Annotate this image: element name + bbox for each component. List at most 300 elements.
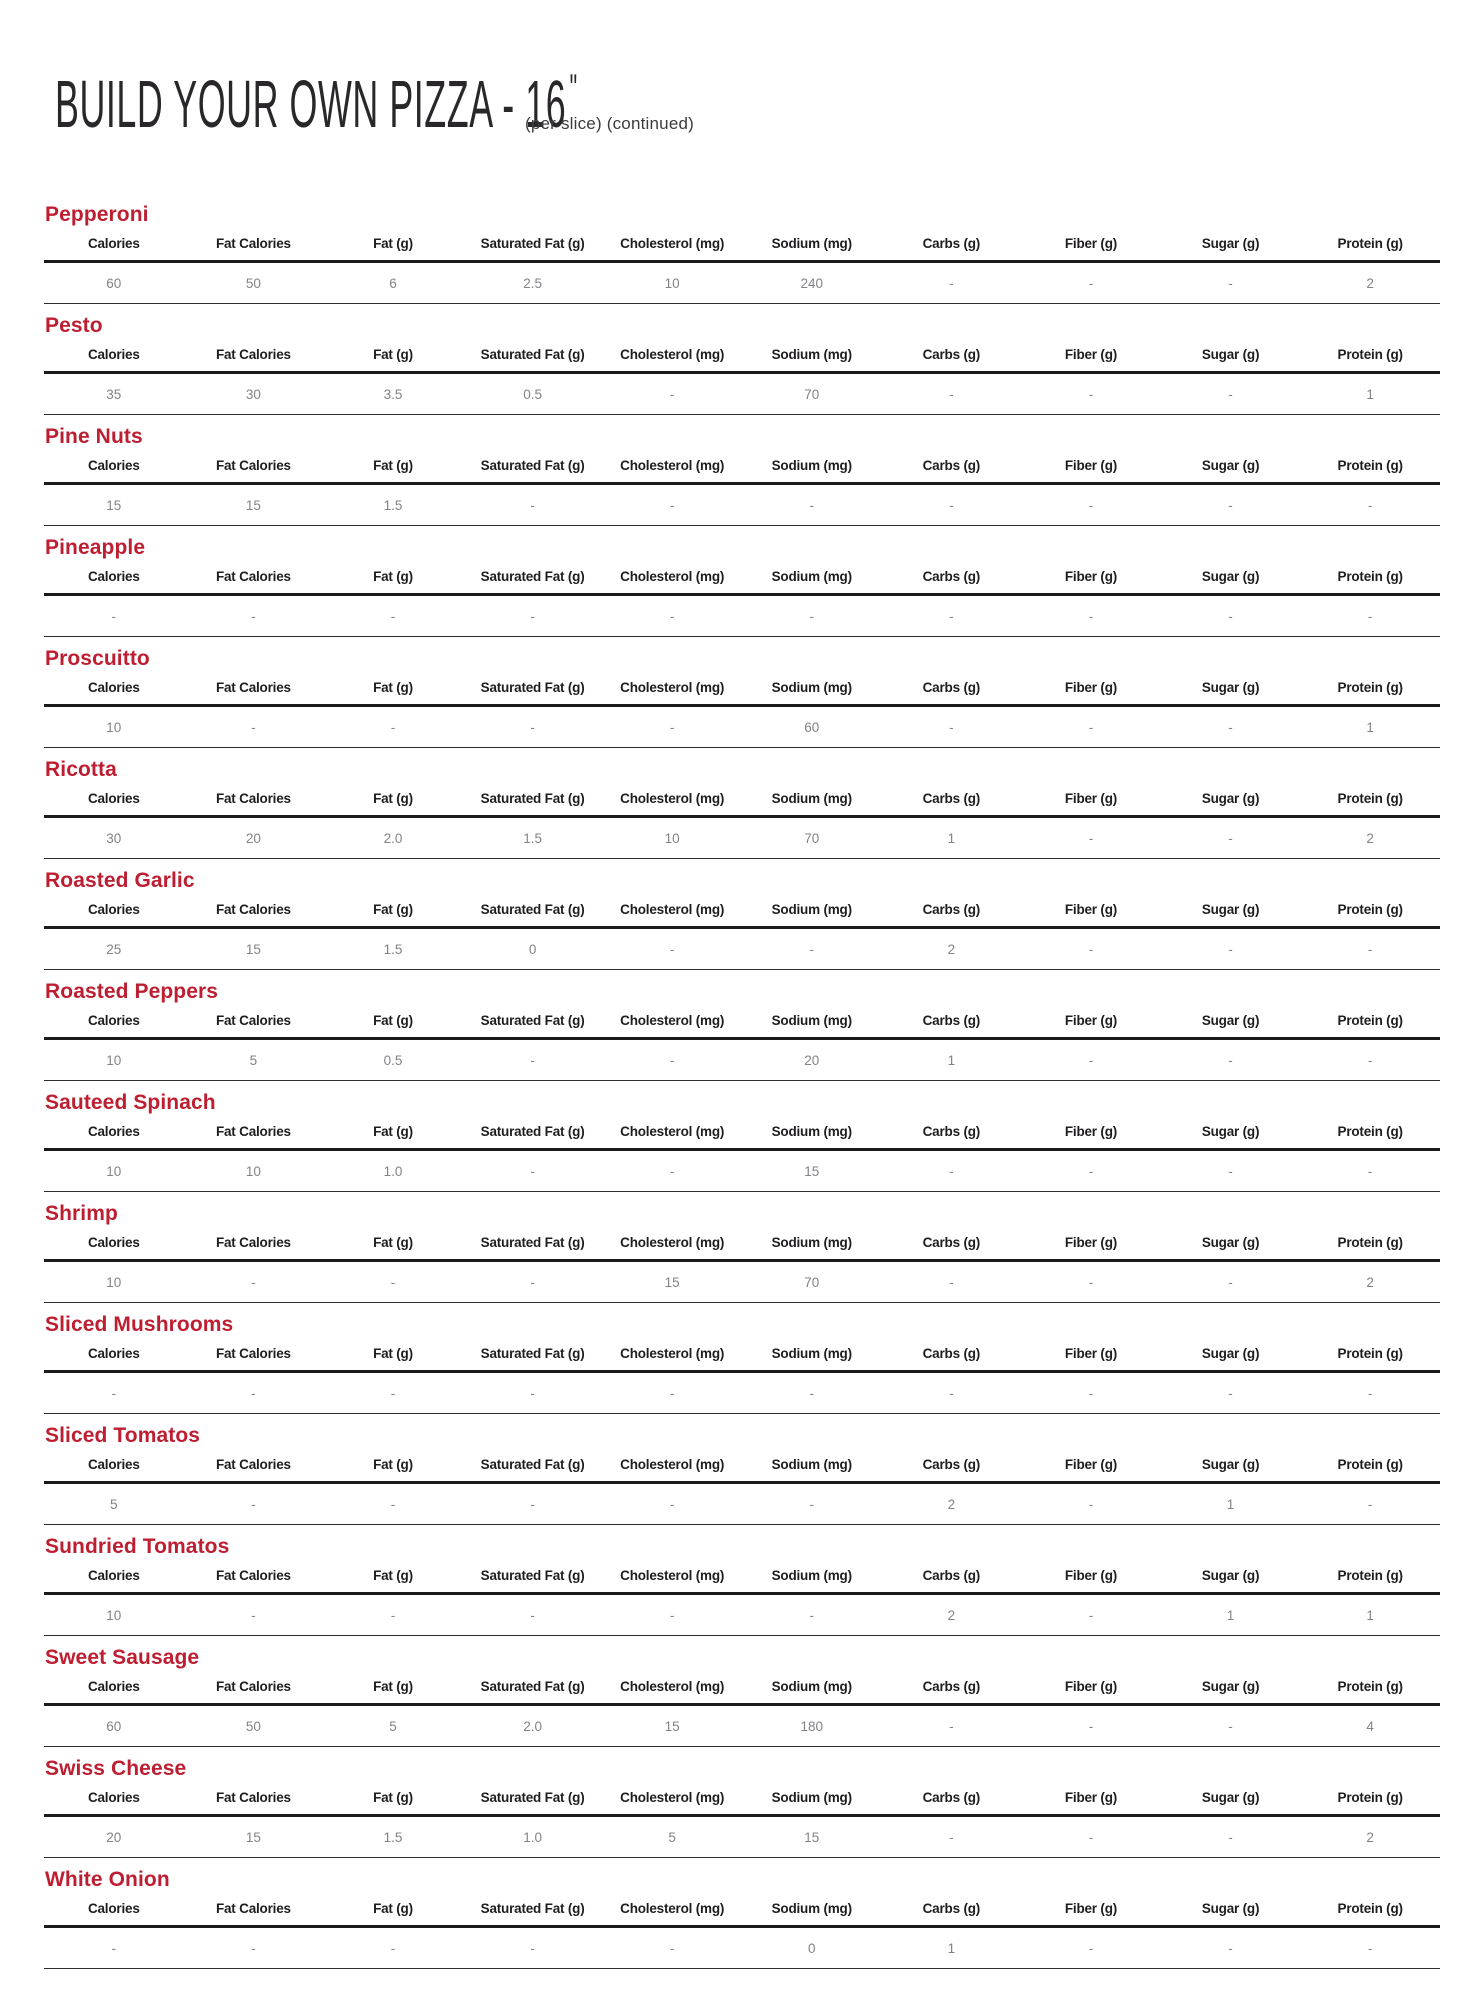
- column-header-row: [44, 1457, 1440, 1483]
- column-header: Fat (g): [323, 902, 463, 928]
- column-header: Sugar (g): [1161, 1457, 1301, 1483]
- topping-section: [44, 1092, 1440, 1192]
- nutrition-value: -: [602, 1483, 742, 1525]
- nutrition-value: 2.5: [463, 262, 603, 304]
- column-header: Protein (g): [1300, 680, 1440, 706]
- nutrition-value: 15: [184, 1816, 324, 1858]
- topping-name: Sweet Sausage: [45, 1646, 200, 1669]
- column-header: Calories: [44, 1568, 184, 1594]
- nutrition-value-row: [44, 262, 1440, 304]
- column-header: Fat (g): [323, 680, 463, 706]
- nutrition-value: -: [463, 1594, 603, 1636]
- column-header: Fiber (g): [1021, 1457, 1161, 1483]
- column-header: Sugar (g): [1161, 902, 1301, 928]
- nutrition-table-body: [44, 1372, 1440, 1414]
- column-header: Fat (g): [323, 1901, 463, 1927]
- page-subtitle: (per slice) (continued): [525, 114, 694, 133]
- column-header: Fat Calories: [184, 1457, 324, 1483]
- nutrition-value: -: [742, 1372, 882, 1414]
- nutrition-value: 2: [1300, 1816, 1440, 1858]
- topping-name: Roasted Peppers: [45, 980, 219, 1003]
- nutrition-table: [44, 569, 1440, 637]
- nutrition-value: 10: [44, 1150, 184, 1192]
- column-header: Fiber (g): [1021, 791, 1161, 817]
- topping-section: [44, 204, 1440, 304]
- nutrition-table-body: [44, 1261, 1440, 1303]
- column-header: Cholesterol (mg): [602, 1901, 742, 1927]
- nutrition-value: -: [602, 706, 742, 748]
- nutrition-value: -: [602, 1039, 742, 1081]
- inch-mark: ": [569, 67, 578, 112]
- column-header: Sodium (mg): [742, 236, 882, 262]
- nutrition-value: -: [1161, 595, 1301, 637]
- nutrition-value: 1.0: [463, 1816, 603, 1858]
- nutrition-value: -: [882, 1261, 1022, 1303]
- topping-section: [44, 870, 1440, 970]
- nutrition-table-head: [44, 1013, 1440, 1039]
- column-header: Fat Calories: [184, 1124, 324, 1150]
- nutrition-value: -: [1021, 1705, 1161, 1747]
- nutrition-value: -: [323, 1483, 463, 1525]
- page-title: [55, 66, 578, 142]
- column-header: Fat Calories: [184, 1901, 324, 1927]
- column-header: Sodium (mg): [742, 347, 882, 373]
- nutrition-value: -: [882, 1705, 1022, 1747]
- column-header: Cholesterol (mg): [602, 1457, 742, 1483]
- nutrition-table-head: [44, 1790, 1440, 1816]
- nutrition-value: 15: [602, 1261, 742, 1303]
- nutrition-value: 0.5: [463, 373, 603, 415]
- nutrition-value: -: [882, 262, 1022, 304]
- column-header: Protein (g): [1300, 347, 1440, 373]
- topping-name: Ricotta: [45, 758, 117, 781]
- column-header: Protein (g): [1300, 1568, 1440, 1594]
- column-header: Cholesterol (mg): [602, 1679, 742, 1705]
- column-header: Carbs (g): [882, 1235, 1022, 1261]
- nutrition-value: -: [882, 1816, 1022, 1858]
- nutrition-value: -: [463, 595, 603, 637]
- column-header: Sodium (mg): [742, 1679, 882, 1705]
- topping-section: [44, 981, 1440, 1081]
- column-header-row: [44, 236, 1440, 262]
- nutrition-value: -: [463, 1039, 603, 1081]
- column-header: Fat (g): [323, 1679, 463, 1705]
- nutrition-value-row: [44, 1039, 1440, 1081]
- column-header: Sugar (g): [1161, 347, 1301, 373]
- nutrition-value: 10: [602, 262, 742, 304]
- column-header: Fat Calories: [184, 347, 324, 373]
- nutrition-value: -: [602, 1594, 742, 1636]
- nutrition-value: -: [1021, 1483, 1161, 1525]
- nutrition-value: -: [1021, 706, 1161, 748]
- nutrition-value: -: [742, 595, 882, 637]
- column-header: Cholesterol (mg): [602, 680, 742, 706]
- nutrition-value: 5: [44, 1483, 184, 1525]
- nutrition-table-body: [44, 1483, 1440, 1525]
- nutrition-value: 180: [742, 1705, 882, 1747]
- column-header: Sodium (mg): [742, 1013, 882, 1039]
- column-header: Saturated Fat (g): [463, 1457, 603, 1483]
- column-header: Fiber (g): [1021, 1790, 1161, 1816]
- column-header: Cholesterol (mg): [602, 791, 742, 817]
- nutrition-value: -: [1300, 1483, 1440, 1525]
- nutrition-value: -: [1161, 1039, 1301, 1081]
- topping-name: Pepperoni: [45, 203, 149, 226]
- nutrition-table-body: [44, 484, 1440, 526]
- column-header: Fat Calories: [184, 458, 324, 484]
- nutrition-value: 1.5: [323, 928, 463, 970]
- nutrition-table-body: [44, 1039, 1440, 1081]
- column-header: Saturated Fat (g): [463, 680, 603, 706]
- nutrition-value: -: [1021, 928, 1161, 970]
- column-header: Protein (g): [1300, 1457, 1440, 1483]
- column-header: Fat (g): [323, 1568, 463, 1594]
- column-header: Fiber (g): [1021, 1901, 1161, 1927]
- nutrition-table: [44, 1790, 1440, 1858]
- nutrition-table: [44, 347, 1440, 415]
- nutrition-table-head: [44, 1901, 1440, 1927]
- column-header: Fat (g): [323, 1790, 463, 1816]
- column-header: Protein (g): [1300, 902, 1440, 928]
- nutrition-value: -: [602, 928, 742, 970]
- nutrition-value: -: [1021, 1372, 1161, 1414]
- nutrition-value: -: [1300, 928, 1440, 970]
- nutrition-value: -: [1300, 1150, 1440, 1192]
- nutrition-table: [44, 1568, 1440, 1636]
- nutrition-value: -: [742, 1594, 882, 1636]
- nutrition-value: 1.0: [323, 1150, 463, 1192]
- nutrition-value: -: [882, 1150, 1022, 1192]
- nutrition-table-head: [44, 236, 1440, 262]
- nutrition-value: 15: [44, 484, 184, 526]
- column-header: Sodium (mg): [742, 1235, 882, 1261]
- nutrition-value-row: [44, 1927, 1440, 1969]
- topping-section: [44, 1647, 1440, 1747]
- column-header: Calories: [44, 458, 184, 484]
- column-header: Saturated Fat (g): [463, 569, 603, 595]
- column-header: Protein (g): [1300, 1346, 1440, 1372]
- nutrition-table-body: [44, 1150, 1440, 1192]
- column-header: Fat (g): [323, 1013, 463, 1039]
- column-header-row: [44, 1013, 1440, 1039]
- column-header: Protein (g): [1300, 1790, 1440, 1816]
- column-header: Carbs (g): [882, 1124, 1022, 1150]
- column-header: Sodium (mg): [742, 1457, 882, 1483]
- nutrition-value: 70: [742, 817, 882, 859]
- nutrition-value: 1: [1300, 373, 1440, 415]
- nutrition-value: 1: [1161, 1483, 1301, 1525]
- column-header: Fiber (g): [1021, 1013, 1161, 1039]
- column-header: Saturated Fat (g): [463, 902, 603, 928]
- nutrition-value: 70: [742, 1261, 882, 1303]
- nutrition-value-row: [44, 1816, 1440, 1858]
- column-header: Fat (g): [323, 1346, 463, 1372]
- nutrition-value-row: [44, 706, 1440, 748]
- nutrition-value: -: [742, 1483, 882, 1525]
- column-header: Carbs (g): [882, 569, 1022, 595]
- nutrition-value: 1: [882, 817, 1022, 859]
- column-header: Saturated Fat (g): [463, 1124, 603, 1150]
- column-header: Fat Calories: [184, 569, 324, 595]
- column-header: Carbs (g): [882, 458, 1022, 484]
- nutrition-value: -: [1021, 1927, 1161, 1969]
- topping-name: Pine Nuts: [45, 425, 143, 448]
- topping-name: Sundried Tomatos: [45, 1535, 230, 1558]
- column-header-row: [44, 1901, 1440, 1927]
- nutrition-table: [44, 236, 1440, 304]
- nutrition-value: -: [184, 1372, 324, 1414]
- topping-name: Pineapple: [45, 536, 146, 559]
- topping-section: [44, 1425, 1440, 1525]
- nutrition-value: 15: [184, 484, 324, 526]
- nutrition-value: 2.0: [323, 817, 463, 859]
- column-header: Protein (g): [1300, 1901, 1440, 1927]
- column-header: Sodium (mg): [742, 1901, 882, 1927]
- nutrition-value: -: [323, 1372, 463, 1414]
- column-header: Calories: [44, 1124, 184, 1150]
- nutrition-table: [44, 680, 1440, 748]
- column-header-row: [44, 791, 1440, 817]
- nutrition-value-row: [44, 1594, 1440, 1636]
- nutrition-value: 1: [1300, 706, 1440, 748]
- sections-list: [44, 204, 1440, 1969]
- column-header: Carbs (g): [882, 902, 1022, 928]
- nutrition-value: -: [1300, 484, 1440, 526]
- nutrition-value: 10: [44, 1594, 184, 1636]
- nutrition-value: 1.5: [463, 817, 603, 859]
- column-header: Fat Calories: [184, 236, 324, 262]
- nutrition-value: -: [463, 1927, 603, 1969]
- column-header: Calories: [44, 347, 184, 373]
- column-header: Sodium (mg): [742, 1346, 882, 1372]
- column-header: Saturated Fat (g): [463, 1790, 603, 1816]
- nutrition-value: 10: [602, 817, 742, 859]
- nutrition-value-row: [44, 1705, 1440, 1747]
- column-header: Fat (g): [323, 1457, 463, 1483]
- column-header: Fiber (g): [1021, 1568, 1161, 1594]
- column-header: Cholesterol (mg): [602, 1124, 742, 1150]
- column-header: Carbs (g): [882, 1679, 1022, 1705]
- nutrition-table-body: [44, 817, 1440, 859]
- nutrition-table: [44, 458, 1440, 526]
- nutrition-value: -: [1021, 817, 1161, 859]
- nutrition-value: 25: [44, 928, 184, 970]
- column-header: Fat (g): [323, 347, 463, 373]
- column-header: Fat Calories: [184, 1568, 324, 1594]
- nutrition-value: -: [1021, 484, 1161, 526]
- nutrition-value: -: [44, 1927, 184, 1969]
- nutrition-table-head: [44, 1124, 1440, 1150]
- nutrition-table: [44, 1235, 1440, 1303]
- nutrition-value: 1: [882, 1927, 1022, 1969]
- topping-name: Proscuitto: [45, 647, 150, 670]
- nutrition-table-head: [44, 791, 1440, 817]
- nutrition-value: 1.5: [323, 1816, 463, 1858]
- topping-section: [44, 315, 1440, 415]
- topping-name: Shrimp: [45, 1202, 118, 1225]
- column-header: Saturated Fat (g): [463, 1568, 603, 1594]
- column-header: Calories: [44, 1790, 184, 1816]
- column-header: Sugar (g): [1161, 680, 1301, 706]
- nutrition-table: [44, 902, 1440, 970]
- nutrition-table-body: [44, 1705, 1440, 1747]
- nutrition-value: -: [1161, 1927, 1301, 1969]
- nutrition-value: 2: [882, 1483, 1022, 1525]
- nutrition-value-row: [44, 484, 1440, 526]
- nutrition-table-body: [44, 373, 1440, 415]
- nutrition-value: -: [1300, 595, 1440, 637]
- column-header: Calories: [44, 569, 184, 595]
- nutrition-value: -: [1161, 817, 1301, 859]
- column-header: Fiber (g): [1021, 1679, 1161, 1705]
- topping-name: Pesto: [45, 314, 103, 337]
- column-header: Carbs (g): [882, 347, 1022, 373]
- column-header: Fiber (g): [1021, 458, 1161, 484]
- nutrition-value-row: [44, 595, 1440, 637]
- nutrition-value: 2: [882, 928, 1022, 970]
- nutrition-value: -: [882, 373, 1022, 415]
- nutrition-page: [0, 66, 1484, 2010]
- column-header: Calories: [44, 1679, 184, 1705]
- column-header: Fiber (g): [1021, 680, 1161, 706]
- nutrition-table-head: [44, 1679, 1440, 1705]
- nutrition-value: -: [463, 1261, 603, 1303]
- column-header: Saturated Fat (g): [463, 1901, 603, 1927]
- topping-name: Sauteed Spinach: [45, 1091, 216, 1114]
- column-header: Fat Calories: [184, 1790, 324, 1816]
- column-header: Cholesterol (mg): [602, 1013, 742, 1039]
- column-header: Sugar (g): [1161, 1346, 1301, 1372]
- nutrition-table-body: [44, 262, 1440, 304]
- column-header: Fiber (g): [1021, 1235, 1161, 1261]
- column-header: Fiber (g): [1021, 569, 1161, 595]
- nutrition-table: [44, 1124, 1440, 1192]
- nutrition-value: -: [1021, 373, 1161, 415]
- nutrition-value: -: [184, 1927, 324, 1969]
- nutrition-value: 5: [602, 1816, 742, 1858]
- topping-section: [44, 426, 1440, 526]
- column-header: Fat Calories: [184, 1679, 324, 1705]
- nutrition-value: -: [602, 1372, 742, 1414]
- nutrition-value: -: [1021, 1039, 1161, 1081]
- column-header: Sodium (mg): [742, 458, 882, 484]
- nutrition-table-body: [44, 1927, 1440, 1969]
- nutrition-value-row: [44, 928, 1440, 970]
- nutrition-value: 30: [44, 817, 184, 859]
- nutrition-value: 50: [184, 262, 324, 304]
- nutrition-table: [44, 1679, 1440, 1747]
- column-header: Sugar (g): [1161, 458, 1301, 484]
- nutrition-value: -: [323, 706, 463, 748]
- nutrition-value: -: [1021, 1261, 1161, 1303]
- column-header: Carbs (g): [882, 1790, 1022, 1816]
- nutrition-value: 10: [44, 706, 184, 748]
- nutrition-value: -: [1021, 1816, 1161, 1858]
- nutrition-table: [44, 1901, 1440, 1969]
- nutrition-value: -: [1161, 928, 1301, 970]
- nutrition-value: -: [323, 1594, 463, 1636]
- nutrition-value: 0.5: [323, 1039, 463, 1081]
- column-header: Sugar (g): [1161, 1124, 1301, 1150]
- column-header: Sugar (g): [1161, 1679, 1301, 1705]
- topping-name: Sliced Tomatos: [45, 1424, 201, 1447]
- column-header: Fat Calories: [184, 902, 324, 928]
- nutrition-value: 20: [184, 817, 324, 859]
- topping-section: [44, 759, 1440, 859]
- nutrition-value: 60: [44, 262, 184, 304]
- topping-section: [44, 648, 1440, 748]
- nutrition-value: -: [1161, 484, 1301, 526]
- nutrition-value: -: [184, 1483, 324, 1525]
- column-header-row: [44, 902, 1440, 928]
- nutrition-value: -: [1021, 595, 1161, 637]
- nutrition-value-row: [44, 1261, 1440, 1303]
- nutrition-table-head: [44, 347, 1440, 373]
- column-header: Cholesterol (mg): [602, 1568, 742, 1594]
- column-header: Protein (g): [1300, 458, 1440, 484]
- column-header: Fat Calories: [184, 1235, 324, 1261]
- topping-section: [44, 1536, 1440, 1636]
- page-header: [55, 66, 1440, 158]
- nutrition-value: 15: [742, 1816, 882, 1858]
- column-header: Sugar (g): [1161, 1790, 1301, 1816]
- column-header-row: [44, 1790, 1440, 1816]
- nutrition-value: 10: [44, 1039, 184, 1081]
- nutrition-value: 2: [1300, 1261, 1440, 1303]
- column-header: Saturated Fat (g): [463, 236, 603, 262]
- column-header: Calories: [44, 1457, 184, 1483]
- topping-name: Roasted Garlic: [45, 869, 195, 892]
- column-header: Sugar (g): [1161, 1013, 1301, 1039]
- topping-name: White Onion: [45, 1868, 170, 1891]
- nutrition-value: -: [323, 1261, 463, 1303]
- column-header: Saturated Fat (g): [463, 1346, 603, 1372]
- nutrition-value: -: [1161, 1261, 1301, 1303]
- nutrition-value: -: [1300, 1372, 1440, 1414]
- column-header: Fiber (g): [1021, 902, 1161, 928]
- column-header: Carbs (g): [882, 1568, 1022, 1594]
- nutrition-value-row: [44, 373, 1440, 415]
- nutrition-value: -: [1021, 1594, 1161, 1636]
- nutrition-value: -: [1161, 1150, 1301, 1192]
- nutrition-value: 240: [742, 262, 882, 304]
- column-header: Fat (g): [323, 569, 463, 595]
- column-header: Cholesterol (mg): [602, 902, 742, 928]
- nutrition-value: -: [1021, 262, 1161, 304]
- nutrition-value: 5: [184, 1039, 324, 1081]
- column-header: Fiber (g): [1021, 347, 1161, 373]
- nutrition-value: -: [602, 484, 742, 526]
- nutrition-table-body: [44, 1816, 1440, 1858]
- nutrition-value: -: [1300, 1039, 1440, 1081]
- nutrition-table: [44, 1457, 1440, 1525]
- column-header: Calories: [44, 1901, 184, 1927]
- column-header: Carbs (g): [882, 680, 1022, 706]
- nutrition-value: 15: [184, 928, 324, 970]
- column-header: Protein (g): [1300, 1124, 1440, 1150]
- nutrition-value: -: [44, 1372, 184, 1414]
- column-header: Calories: [44, 1013, 184, 1039]
- nutrition-table: [44, 791, 1440, 859]
- column-header: Calories: [44, 791, 184, 817]
- nutrition-value-row: [44, 1150, 1440, 1192]
- nutrition-value: -: [1161, 373, 1301, 415]
- column-header: Sodium (mg): [742, 902, 882, 928]
- nutrition-value-row: [44, 817, 1440, 859]
- column-header: Saturated Fat (g): [463, 458, 603, 484]
- column-header: Sodium (mg): [742, 569, 882, 595]
- column-header: Carbs (g): [882, 1901, 1022, 1927]
